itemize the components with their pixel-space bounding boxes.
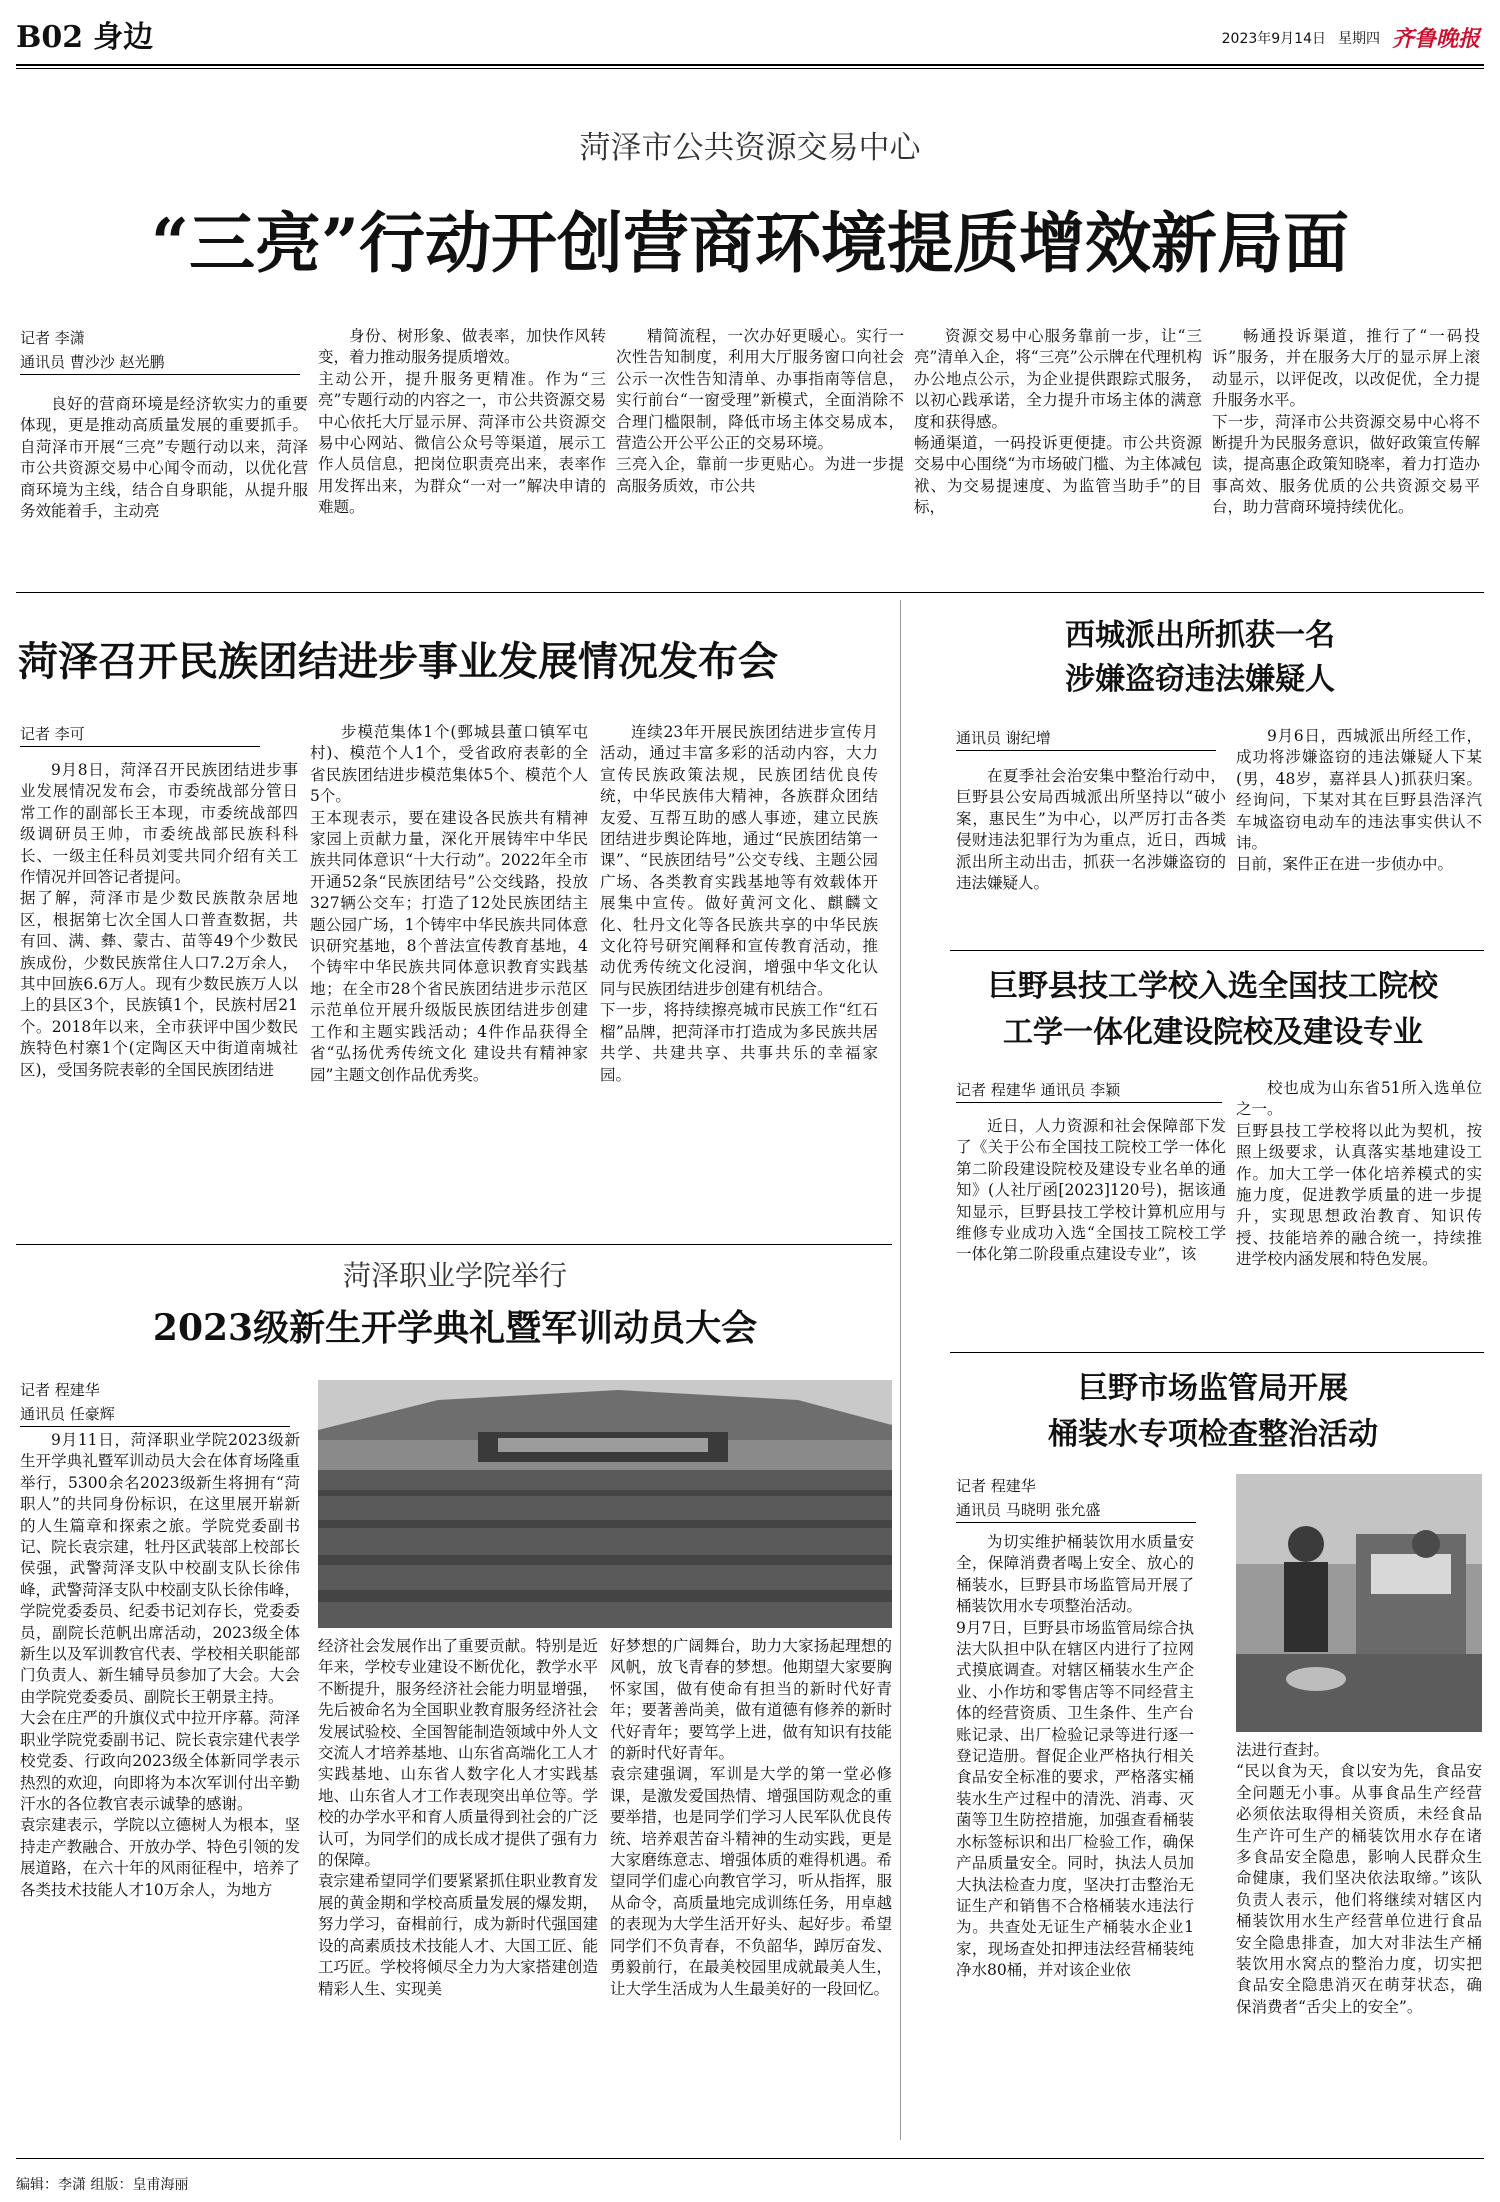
ceremony-photo-image: [318, 1380, 892, 1628]
masthead-right: [1222, 22, 1480, 53]
article4-text1: 近日，人力资源和社会保障部下发了《关于公布全国技工院校工学一体化第二阶段建设院校及建设专业名单的通知》(人社厅函[2023]120号)，据该通知显示，巨野县技工学校计算机应用与维修专业成功入选“全国技工院校工学一体化第二阶段重点建设专业”，该: [956, 1117, 1226, 1264]
article5-text1: 9月11日，菏泽职业学院2023级新生开学典礼暨军训动员大会在体育场隆重举行，5300余名2023级新生将拥有“菏职人”的共同身份标识，在这里展开崭新的人生篇章和探索之旅。学院党委副书记、院长袁宗建，牡丹区武装部上校部长侯强，武警菏泽支队中校副支队长徐伟峰，武警菏泽支队中校副支队长徐伟峰，学院党委委员、纪委书记刘存长，党委委员，副院长范帆出席活动，2023级全体新生以及军训教官代表、学校相关职能部门负责人、新生辅导员参加了大会。大会由学院党委委员、副院长王朝景主持。 大会在庄严的升旗仪式中拉开序幕。菏泽职业学院党委副书记、院长袁宗建代表学校党委、行政向2023级全体新同学表示热烈的欢迎，向即将为本次军训付出辛勤汗水的各位教官表示诚挚的感谢。 袁宗建表示，学院以立德树人为根本，坚持走产教融合、开放办学、特色引领的发展道路，在六十年的风雨征程中，培养了各类技术技能人才10万余人，为地方: [20, 1431, 300, 1899]
page-code: B02 身边: [16, 20, 154, 55]
article5-byline: [20, 1378, 298, 1427]
article3-text1: 在夏季社会治安集中整治行动中，巨野县公安局西城派出所坚持以“破小案，惠民生”为中心，以严厉打击各类侵财违法犯罪行为为重点，近日，西城派出所主动出击，抓获一名涉嫌盗窃的违法嫌疑人。: [956, 767, 1226, 893]
article2-text1: 9月8日，菏泽召开民族团结进步事业发展情况发布会，市委统战部分管日常工作的副部长王本现，市委统战部四级调研员王帅，市委统战部民族科科长、一级主任科员刘雯共同介绍有关工作情况并回答记者提问。 据了解，菏泽市是少数民族散杂居地区，根据第七次全国人口普查数据，共有回、满、彝、蒙古、苗等49个少数民族成份，少数民族常住人口7.2万余人，其中回族6.6万人。现有少数民族万人以上的县区3个，民族镇1个，民族村居21个。2018年以来，全市获评中国少数民族特色村寨1个(定陶区天中街道南城社区)，受国务院表彰的全国民族团结进: [20, 761, 298, 1079]
article1-text1: 良好的营商环境是经济软实力的重要体现，更是推动高质量发展的重要抓手。自菏泽市开展“三亮”专题行动以来，菏泽市公共资源交易中心闻令而动，以优化营商环境为主线，结合自身职能，从提升服务效能着手，主动亮: [20, 395, 308, 521]
article5-col1: [20, 1430, 300, 2140]
article5-kicker: 菏泽职业学院举行: [342, 1259, 567, 1292]
article1-text3: 精简流程，一次办好更暖心。实行一次性告知制度，利用大厅服务窗口向社会公示一次性告知清单、办事指南等信息，实行前台“一窗受理”新模式，全面消除不合理门槛限制，降低市场主体交易成本，营造公开公平公正的交易环境。 三亮入企，靠前一步更贴心。为进一步提高服务质效，市公共: [616, 327, 904, 495]
article3-text2: 9月6日，西城派出所经工作，成功将涉嫌盗窃的违法嫌疑人下某(男，48岁，嘉祥县人)抓获归案。经询问，下某对其在巨野县浩泽汽车城盗窃电动车的违法事实供认不讳。 目前，案件正在进一步侦办中。: [1236, 727, 1482, 874]
article1-bottom-rule: [16, 592, 1484, 593]
article2-text2: 步模范集体1个(鄄城县董口镇军屯村)、模范个人1个，受省政府表彰的全省民族团结进步模范集体5个、模范个人5个。 王本现表示，要在建设各民族共有精神家园上贡献力量，深化开展铸牢中华民族共同体意识“十大行动”。2022年全市开通52条“民族团结号”公交线路，投放327辆公交车；打造了12处民族团结主题公园广场，1个铸牢中华民族共同体意识研究基地，8个普法宣传教育基地，4个铸牢中华民族共同体意识教育实践基地；在全市28个省民族团结进步示范区示范单位开展升级版民族团结进步创建工作和主题实践活动；4件作品获得全省“弘扬优秀传统文化 建设共有精神家园”主题文创作品优秀奖。: [310, 723, 588, 1084]
article6-text2: 法进行查封。 “民以食为天，食以安为先，食品安全问题无小事。从事食品生产经营必须依法取得相关资质，未经食品生产许可生产的桶装饮用水存在诸多食品安全隐患，影响人民群众生命健康，我们坚决依法取缔。”该队负责人表示，他们将继续对辖区内桶装饮用水生产经营单位进行食品安全隐患排查，加大对非法生产桶装饮用水窝点的整治力度，切实把食品安全隐患消灭在萌芽状态，确保消费者“舌尖上的安全”。: [1236, 1741, 1482, 2016]
article1-text4: 资源交易中心服务靠前一步，让“三亮”清单入企，将“三亮”公示牌在代理机构办公地点公示，为企业提供跟踪式服务，以初心践承诺，全力提升市场主体的满意度和获得感。 畅通渠道，一码投诉更便捷。市公共资源交易中心围绕“为市场破门槛、为主体减包袱、为交易提速度、为监管当助手”的目标，: [914, 327, 1202, 517]
article1-col2: [318, 326, 606, 574]
article1-col5: [1212, 326, 1480, 574]
footer-rule: [16, 2158, 1484, 2159]
article5-reporter: 记者 程建华: [20, 1381, 100, 1399]
article5-text2: 经济社会发展作出了重要贡献。特别是近年来，学校专业建设不断优化，教学水平不断提升，服务经济社会能力明显增强，先后被命名为全国职业教育服务经济社会发展试验校、全国智能制造领域中外人文交流人才培养基地、山东省高端化工人才实践基地、山东省人数字化人才实践基地、山东省人才工作表现突出单位等。学校的办学水平和育人质量得到社会的广泛认可，为同学们的成长成才提供了强有力的保障。 袁宗建希望同学们要紧紧抓住职业教育发展的黄金期和学校高质量发展的爆发期，努力学习，奋楫前行，成为新时代强国建设的高素质技术技能人才、大国工匠、能工巧匠。学校将倾尽全力为大家搭建创造精彩人生、实现美: [318, 1637, 598, 1998]
article3-col2: [1236, 726, 1482, 966]
article4-byline: [956, 1078, 1226, 1103]
article1-col4: [914, 326, 1202, 574]
article1-col3: [616, 326, 904, 574]
footer-credits: 编辑：李潇 组版：皇甫海丽: [16, 2177, 189, 2193]
article5-text3: 好梦想的广阔舞台，助力大家扬起理想的风帆，放飞青春的梦想。他期望大家要胸怀家国，做有使命有担当的新时代好青年；要著善尚美，做有道德有修养的新时代好青年；要笃学上进，做有知识有技能的新时代好青年。 袁宗建强调，军训是大学的第一堂必修课，是激发爱国热情、增强国防观念的重要举措，也是同学们学习人民军队优良传统、培养艰苦奋斗精神的生动实践，更是大家磨练意志、增强体质的难得机遇。希望同学们虚心向教官学习，听从指挥，服从命令，高质量地完成训练任务，用卓越的表现为大学生活开好头、起好步。希望同学们不负青春，不负韶华，踔厉奋发、勇毅前行，在最美校园里成就最美人生，让大学生活成为人生最美好的一段回忆。: [610, 1637, 892, 1998]
article4-col1: [956, 1116, 1226, 1340]
header-rule-thin: [16, 68, 1484, 69]
article3-col1: [956, 766, 1226, 966]
article4-text2: 校也成为山东省51所入选单位之一。 巨野县技工学校将以此为契机，按照上级要求，认真落实基地建设工作。加大工学一体化培养模式的实施力度，促进教学质量的进一步提升，实现思想政治教育、知识传授、技能培养的融合统一，持续推进学校内涵发展和特色发展。: [1236, 1079, 1482, 1269]
column-divider: [900, 600, 901, 2140]
article1-byline: [20, 326, 310, 375]
article6-headline: [940, 1366, 1486, 1458]
section-name: 身边: [93, 20, 154, 55]
article2-reporter: 记者 李可: [20, 722, 260, 747]
article3-byline: [956, 726, 1226, 751]
inspection-photo-image: [1236, 1474, 1482, 1732]
article3-headline: [960, 614, 1440, 702]
article3-headline-line2: 涉嫌盗窃违法嫌疑人: [1065, 662, 1335, 697]
article4-bottom-rule: [950, 1352, 1484, 1353]
article1-col1: [20, 394, 308, 572]
article1-text2: 身份、树形象、做表率，加快作风转变，着力推动服务提质增效。 主动公开，提升服务更精准。作为“三亮”专题行动的内容之一，市公共资源交易中心依托大厅显示屏、菏泽市公共资源交易中心网站、微信公众号等渠道，展示工作人员信息，把岗位职责亮出来，表率作用发挥出来，为群众“一对一”解决申请的难题。: [318, 327, 606, 517]
article5-col3: [610, 1636, 892, 2140]
article2-byline: [20, 722, 300, 747]
article6-col1: [956, 1532, 1194, 2140]
paper-logo: 齐鲁晚报: [1391, 26, 1480, 52]
article6-byline: [956, 1474, 1226, 1523]
article3-bottom-rule: [950, 950, 1484, 951]
article3-headline-line1: 西城派出所抓获一名: [1065, 618, 1335, 653]
header-rule: [16, 64, 1484, 66]
article2-col2: [310, 722, 588, 1228]
article1-headline: “三亮”行动开创营商环境提质增效新局面: [151, 204, 1349, 282]
article4-col2: [1236, 1078, 1482, 1340]
article4-reporters: 记者 程建华 通讯员 李颖: [956, 1078, 1222, 1103]
article4-headline-line1: 巨野县技工学校入选全国技工院校: [988, 969, 1438, 1004]
article1-reporter: 记者 李潇: [20, 329, 85, 347]
article4-headline: [940, 964, 1486, 1056]
article2-col1: [20, 760, 298, 1228]
article3-correspondent: 通讯员 谢纪增: [956, 726, 1216, 751]
issue-date: 2023年9月14日: [1221, 30, 1326, 47]
inspection-photo: [1236, 1474, 1482, 1732]
issue-weekday: 星期四: [1337, 30, 1380, 47]
article6-col2: [1236, 1740, 1482, 2140]
article6-headline-line2: 桶装水专项检查整治活动: [1048, 1417, 1378, 1452]
article6-correspondents: 通讯员 马晓明 张允盛: [956, 1498, 1196, 1523]
article2-col3: [600, 722, 878, 1228]
article2-bottom-rule: [16, 1244, 892, 1245]
article1-text5: 畅通投诉渠道，推行了“一码投诉”服务，并在服务大厅的显示屏上滚动显示，以评促改，以改促优，全力提升服务水平。 下一步，菏泽市公共资源交易中心将不断提升为民服务意识，做好政策宣传解读，提高惠企政策知晓率，着力打造办事高效、服务优质的公共资源交易平台，助力营商环境持续优化。: [1212, 327, 1480, 517]
ceremony-photo: [318, 1380, 892, 1628]
article5-col2: [318, 1636, 598, 2140]
article5-headline: 2023级新生开学典礼暨军训动员大会: [152, 1307, 758, 1349]
article5-correspondent: 通讯员 任豪辉: [20, 1402, 290, 1427]
article1-correspondents: 通讯员 曹沙沙 赵光鹏: [20, 350, 300, 375]
article1-kicker: 菏泽市公共资源交易中心: [579, 130, 921, 166]
article4-headline-line2: 工学一体化建设院校及建设专业: [1003, 1015, 1423, 1050]
article2-text3: 连续23年开展民族团结进步宣传月活动，通过丰富多彩的活动内容，大力宣传民族政策法规，民族团结优良传统，中华民族伟大精神，各族群众团结友爱、互帮互助的感人事迹，建立民族团结进步舆论阵地，通过“民族团结第一课”、“民族团结号”公交专线、主题公园广场、各类教育实践基地等有效载体开展集中宣传。做好黄河文化、麒麟文化、牡丹文化等各民族共享的中华民族文化符号研究阐释和宣传教育活动，推动优秀传统文化浸润，增强中华文化认同与民族团结进步创建有机结合。 下一步，将持续擦亮城市民族工作“红石榴”品牌，把菏泽市打造成为多民族共居共学、共建共享、共事共乐的幸福家园。: [600, 723, 878, 1084]
article2-headline: 菏泽召开民族团结进步事业发展情况发布会: [18, 638, 778, 685]
article6-text1: 为切实维护桶装饮用水质量安全，保障消费者喝上安全、放心的桶装水，巨野县市场监管局开展了桶装饮用水专项整治活动。 9月7日，巨野县市场监管局综合执法大队担中队在辖区内进行了拉网式摸底调查。对辖区桶装水生产企业、小作坊和零售店等不同经营主体的经营资质、卫生条件、生产台账记录、出厂检验记录等进行逐一登记造册。督促企业严格执行相关食品安全标准的要求，严格落实桶装水生产过程中的清洗、消毒、灭菌等卫生防控措施，加强查看桶装水标签标识和出厂检验工作，确保产品质量安全。同时，执法人员加大执法检查力度，坚决打击整治无证生产和销售不合格桶装水违法行为。共查处无证生产桶装水企业1家，现场查处扣押违法经营桶装纯净水80桶，并对该企业依: [956, 1533, 1194, 1980]
article6-headline-line1: 巨野市场监管局开展: [1078, 1371, 1348, 1406]
article6-reporter: 记者 程建华: [956, 1477, 1036, 1495]
